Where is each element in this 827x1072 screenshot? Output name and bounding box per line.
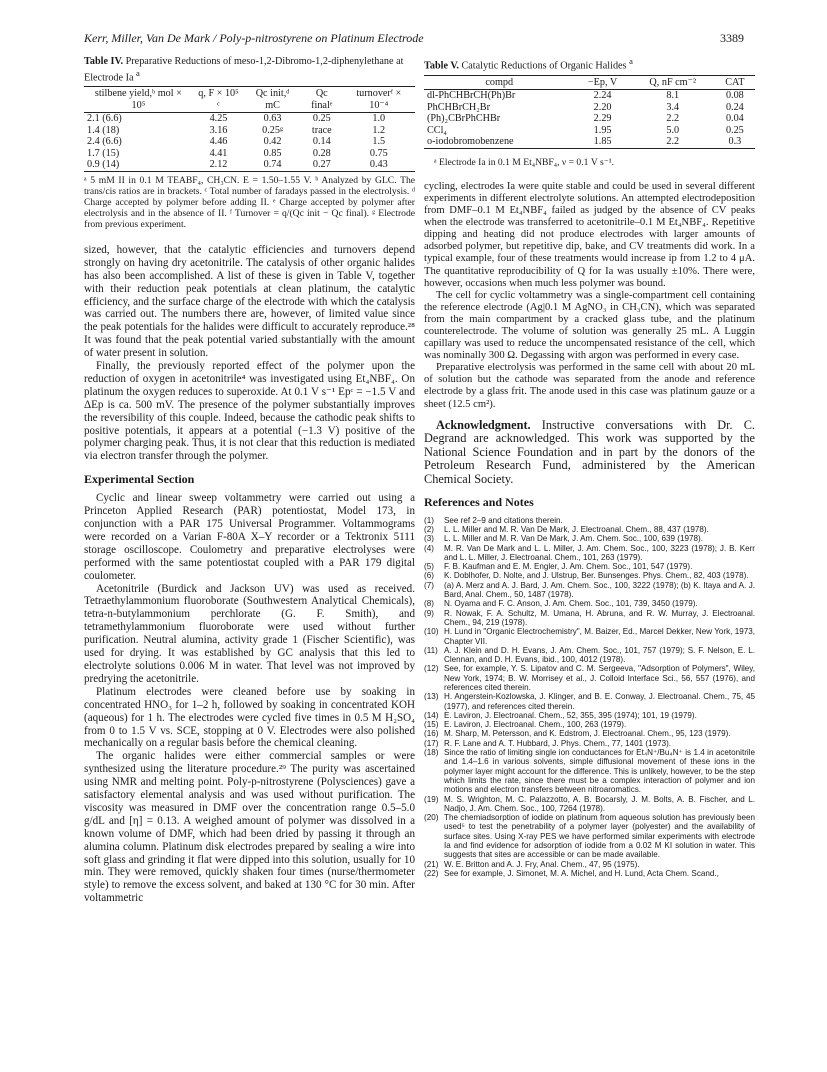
ref-text: K. Doblhofer, D. Nolte, and J. Ulstrup, Ber. Bunsenges. Phys. Chem., 82, 403 (1978). [444, 571, 749, 581]
table4-cell: 4.25 [209, 113, 228, 125]
paragraph: sized, however, that the catalytic efficiencies and turnovers depend strongly on having dry acetonitrile. The catalysis of other organic halides has also been accomplished. A list of these is given in Table V, together with their reduction peak potentials at clean platinum, the catalytic efficiency, and the surface charge of the electrode with which the catalysis was carried out. The numbers there are, however, of limited value since the peak potentials for the halides were difficult to accurately reproduce.²⁸ It was found that the peak potential varied substantially with the amount of water present in solution. [84, 243, 415, 360]
ref-number: (22) [424, 868, 439, 878]
table5-cell: 1.95 [593, 124, 612, 136]
ref-number: (2) [424, 524, 434, 534]
table5-caption [424, 56, 755, 72]
ref-number: (6) [424, 571, 434, 581]
ref-number: (14) [424, 710, 439, 720]
table4-cell: 1.0 [372, 113, 386, 125]
table4-header: Qc init,ᵈ mC [244, 87, 301, 113]
paragraph: Acetonitrile (Burdick and Jackson UV) was used as received. Tetraethylammonium fluoroborate (Southwestern Analytical Chemicals), tetra-n-butylammonium perchlorate (G. F. Smith), and tetramethylammonium fluoroborate were used without further purification. Neutral alumina, activity grade 1 (Fischer Scientific), was used for drying. It was established by GC analysis that this led to electrolyte solutions 0.006 M in water. That level was not improved by predrying the acetonitrile. [84, 582, 415, 685]
table4 [84, 86, 415, 172]
left-body-text [84, 244, 415, 905]
ref-text: M. Sharp, M. Petersson, and K. Edstrom, J. Electroanal. Chem., 95, 123 (1979). [444, 729, 731, 739]
table5-cell: 5.0 [666, 124, 680, 136]
table4-cell: 1.7 (15) [87, 147, 120, 159]
list-item [424, 646, 755, 665]
ref-number: (9) [424, 608, 434, 618]
list-item [424, 581, 755, 600]
table4-header: stilbene yield,ᵇ mol × 10⁵ [84, 87, 193, 113]
ref-text: Since the ratio of limiting single ion conductances for Et₄N⁺/Bu₄N⁺ is 1.4 in acetonitrile and 1.4–1.6 in various solvents, simple diffusional movement of these ions in the polymer layer might account for the difference. This is unlikely, however, to be the step which limits the rate, since there must be a complex interaction of polymer and ion motions and electron transfers between nitroaromatics. [444, 748, 755, 795]
list-item [424, 609, 755, 628]
ref-number: (16) [424, 729, 439, 739]
list-item [424, 860, 755, 869]
table5-cell: 2.24 [593, 90, 612, 102]
table5-title: Catalytic Reductions of Organic Halides [461, 60, 627, 72]
table4-cell: 2.1 (6.6) [87, 113, 122, 125]
references-list [424, 516, 755, 879]
running-head [84, 31, 744, 46]
table-row [84, 136, 415, 148]
ref-number: (19) [424, 794, 439, 804]
right-column [424, 56, 755, 878]
paragraph: cycling, electrodes Ia were quite stable and could be used in several different experiments in different electrolyte solutions. An attempted electrodeposition from DMF–0.1 M Et₄NBF₄ failed as judged by the absence of CV peaks when the electrode was transferred to acetonitrile–0.1 M Et₄NBF₄. Repetitive dipping and heating did not produce electrodes with larger amounts of adsorbed polymer, but repetitive dip, bake, and CV treatments did work. In a typical example, four of these treatments would increase ip from 1.2 to 4 μA. The quantitative reproducibility of Q for Ia was usually ±10%. There were, however, occasions when much less polymer was bound. [424, 180, 755, 289]
ref-text: (a) A. Merz and A. J. Bard, J. Am. Chem. Soc., 100, 3222 (1978); (b) K. Itaya and A. J. Bard, Anal. Chem., 50, 1487 (1978). [444, 580, 755, 600]
acknowledgment [424, 419, 755, 487]
list-item [424, 748, 755, 794]
ref-number: (13) [424, 692, 439, 702]
table5-header: CAT [715, 75, 755, 90]
acknowledgment-text: Instructive conversations with Dr. C. Degrand are acknowledged. This work was supported by the National Science Foundation and in part by the donors of the Petroleum Research Fund, administered by the American Chemical Society. [424, 417, 755, 487]
table4-header: q, F × 10⁵ ᶜ [193, 87, 244, 113]
table5-cell: 0.25 [725, 124, 744, 136]
table-row [424, 90, 755, 102]
list-item [424, 795, 755, 814]
list-item [424, 729, 755, 738]
ref-text: L. L. Miller and M. R. Van De Mark, J. Electroanal. Chem., 88, 437 (1978). [444, 524, 709, 534]
ref-number: (18) [424, 748, 439, 758]
table5-cell: 0.3 [715, 136, 755, 148]
ref-text: N. Oyama and F. C. Anson, J. Am. Chem. Soc., 101, 739, 3450 (1979). [444, 599, 698, 609]
list-item [424, 544, 755, 563]
ref-number: (10) [424, 627, 439, 637]
table4-cell: trace [311, 124, 332, 136]
table5-cell: 0.04 [725, 113, 744, 125]
ref-text: R. F. Lane and A. T. Hubbard, J. Phys. Chem., 77, 1401 (1973). [444, 738, 672, 748]
list-item [424, 599, 755, 608]
ref-number: (12) [424, 664, 439, 674]
ref-text: L. L. Miller and M. R. Van De Mark, J. Am. Chem. Soc., 100, 639 (1978). [444, 534, 703, 544]
table-row [424, 113, 755, 125]
table4-cell: 0.43 [343, 159, 415, 171]
right-body-text [424, 181, 755, 411]
ref-number: (7) [424, 580, 434, 590]
ref-number: (8) [424, 599, 434, 609]
list-item [424, 739, 755, 748]
table4-cell: 0.9 (14) [84, 159, 193, 171]
table-row [84, 125, 415, 137]
ref-text: H. Lund in "Organic Electrochemistry", M. Baizer, Ed., Marcel Dekker, New York, 1973, Chapter VII. [444, 627, 755, 646]
table5-cell: 2.2 [631, 136, 715, 148]
paragraph: Platinum electrodes were cleaned before use by soaking in concentrated HNO₃ for 1–2 h, followed by soaking in concentrated KOH (aqueous) for 1 h. The electrodes were cycled five times in 0.5 M H₂SO₄ from 0 to 1.5 V vs. SCE, stopping at 0 V. Electrodes were also polished mechanically on a regular basis before the chemical cleaning. [84, 685, 415, 750]
table5-cell: dl-PhCHBrCH(Ph)Br [427, 90, 516, 102]
ref-number: (11) [424, 645, 438, 655]
table4-cell: 0.75 [369, 147, 388, 159]
ref-number: (1) [424, 515, 434, 525]
table4-cell: 0.14 [312, 136, 331, 148]
list-item [424, 571, 755, 580]
ref-text: E. Laviron, J. Electroanal. Chem., 100, 263 (1979). [444, 720, 627, 730]
table5-cell: 1.85 [574, 136, 630, 148]
ref-number: (17) [424, 738, 439, 748]
table4-header: turnoverᶠ × 10⁻⁴ [343, 87, 415, 113]
table5-cell: 0.24 [725, 101, 744, 113]
paragraph: Preparative electrolysis was performed in the same cell with about 20 mL of solution but the cathode was separated from the anode and reference electrode by a glass frit. The anode used in this case was platinum gauze or a sheet (12.5 cm²). [424, 362, 755, 410]
table-row [84, 113, 415, 125]
table-row [424, 136, 755, 148]
table5-cell: PhCHBrCH₂Br [427, 101, 490, 113]
ref-text: See, for example, Y. S. Lipatov and C. M. Sergeeva, "Adsorption of Polymers", Wiley, New York, 1974; B. W. Morrisey et al., J. Colloid Interface Sci., 56, 557 (1976), and references cited therein. [444, 664, 755, 692]
ref-number: (5) [424, 562, 434, 572]
table5-header: −Ep, V [574, 75, 630, 90]
list-item [424, 813, 755, 859]
page-number: 3389 [720, 31, 744, 45]
table4-cell: 0.25 [312, 113, 331, 125]
table4-cell: 1.2 [372, 124, 386, 136]
table4-caption-sup: a [136, 67, 140, 78]
table4-footnote: ᵃ 5 mM II in 0.1 M TEABF₄, CH₃CN. E = 1.50–1.55 V. ᵇ Analyzed by GLC. The trans/cis ratios are in brackets. ᶜ Total number of faradays passed in the electrolysis. ᵈ Charge accepted by polymer before adding II. ᵉ Charge accepted by polymer after electrolysis and in the absence of II. ᶠ Turnover = q/(Qc init − Qc final). ᵍ Electrode from previous experiment. [84, 174, 415, 230]
list-item [424, 627, 755, 646]
paragraph: The organic halides were either commercial samples or were synthesized using the literature procedure.²⁹ The purity was ascertained using NMR and melting point. Poly-p-nitrostyrene (Polysciences) gave a satisfactory elemental analysis and was used without purification. The viscosity was measured in DMF over the concentration range 0.5–5.0 g/dL and [η] = 0.13. A weighed amount of polymer was dissolved in a known volume of DMF, which had been dried by passing it through an alumina column. Platinum disk electrodes prepared by sealing a wire into soft glass and grinding it flat were dipped into this solution, usually for 10 min. They were removed, quickly shaken four times (nurse/thermometer style) to remove the excess solvent, and baked at 130 °C for 30 min. After voltammetric [84, 750, 415, 905]
table5-cell: 0.08 [725, 90, 744, 102]
table5-cell: CCl₄ [427, 124, 447, 136]
paragraph: Cyclic and linear sweep voltammetry were carried out using a Princeton Applied Research (PAR) potentiostat, Model 173, in conjunction with a PAR 175 Universal Programmer. Voltammograms were recorded on a Varian F-80A X–Y recorder or a Tektronix 5111 storage oscilloscope. Coulometry and preparative electrolyses were performed with the same potentiostat coupled with a PAR 179 digital coulometer. [84, 492, 415, 582]
table5-header: Q, nF cm⁻² [631, 75, 715, 90]
ref-number: (20) [424, 813, 439, 823]
list-item [424, 534, 755, 543]
references-heading: References and Notes [424, 494, 534, 509]
table-row [84, 159, 415, 171]
ref-text: A. J. Klein and D. H. Evans, J. Am. Chem. Soc., 101, 757 (1979); S. F. Nelson, E. L. Clennan, and D. H. Evans, ibid., 100, 4012 (1978). [444, 645, 755, 665]
list-item [424, 720, 755, 729]
table4-cell: 1.5 [372, 136, 386, 148]
table-row [424, 102, 755, 114]
acknowledgment-label: Acknowledgment. [436, 417, 531, 432]
table5 [424, 75, 755, 149]
experimental-heading: Experimental Section [84, 472, 195, 487]
table5-header: compd [424, 75, 574, 90]
ref-number: (3) [424, 534, 434, 544]
table5-cell: (Ph)₂CBrPhCHBr [427, 113, 501, 125]
running-title: Kerr, Miller, Van De Mark / Poly-p-nitrostyrene on Platinum Electrode [84, 31, 424, 45]
table4-cell: 3.16 [209, 124, 228, 136]
table4-cell: 2.4 (6.6) [87, 136, 122, 148]
ref-text: The chemiadsorption of iodide on platinum from aqueous solution has previously been used⁵ to test the penetrability of a polymer layer (polyester) and the availability of surface sites. Using X-ray PES we have performed similar experiments with electrode Ia and find evidence for adsorption of iodide from a 0.02 M KI solution in water. This suggests that sites are accessible or can be made available. [444, 813, 755, 860]
ref-text: See ref 2–9 and citations therein. [444, 515, 563, 525]
table4-label: Table IV. [84, 56, 124, 67]
table5-cell: 8.1 [666, 90, 680, 102]
table4-cell: 0.42 [263, 136, 282, 148]
table4-cell: 4.41 [209, 147, 228, 159]
ref-text: H. Angerstein-Kozlowska, J. Klinger, and B. E. Conway, J. Electroanal. Chem., 75, 45 (1977), and references cited therein. [444, 692, 755, 711]
table4-cell: 1.4 (18) [87, 124, 120, 136]
table4-title: Preparative Reductions of meso-1,2-Dibromo-1,2-diphenylethane at Electrode Ia [84, 56, 404, 83]
left-column [84, 56, 415, 905]
table5-cell: 2.29 [593, 113, 612, 125]
list-item [424, 711, 755, 720]
table5-footnote: ᵃ Electrode Ia in 0.1 M Et₄NBF₄, ν = 0.1 V s⁻¹. [434, 156, 615, 168]
table4-cell: 0.27 [301, 159, 343, 171]
ref-text: See for example, J. Simonet, M. A. Michel, and H. Lund, Acta Chem. Scand., [444, 868, 719, 878]
table5-caption-sup: a [629, 56, 633, 66]
table5-cell: 2.2 [666, 113, 680, 125]
ref-number: (4) [424, 543, 434, 553]
ref-text: E. Laviron, J. Electroanal. Chem., 52, 355, 395 (1974); 101, 19 (1979). [444, 710, 697, 720]
ref-number: (15) [424, 720, 439, 730]
table4-cell: 0.25ᵍ [262, 124, 284, 136]
table4-header: Qc finalᵉ [301, 87, 343, 113]
table4-cell: 0.74 [244, 159, 301, 171]
ref-text: M. S. Wrighton, M. C. Palazzotto, A. B. Bocarsly, J. M. Bolts, A. B. Fischer, and L. Nadjo, J. Am. Chem. Soc., 100, 7264 (1978). [444, 794, 755, 813]
table4-cell: 0.28 [312, 147, 331, 159]
paragraph: The cell for cyclic voltammetry was a single-compartment cell containing the reference electrode (Ag|0.1 M AgNO₃ in CH₃CN), which was separated from the main compartment by a cracked glass tube, and the platinum counterelectrode. The volume of solution was generally 25 mL. A Luggin capillary was used to reduce the uncompensated resistance of the cell, which was nominally 300 Ω. Degassing with argon was performed in every case. [424, 289, 755, 362]
table-row [424, 125, 755, 137]
table5-cell: 2.20 [593, 101, 612, 113]
ref-number: (21) [424, 859, 439, 869]
table4-cell: 4.46 [209, 136, 228, 148]
list-item [424, 516, 755, 525]
table5-label: Table V. [424, 60, 459, 72]
table4-cell: 0.85 [263, 147, 282, 159]
list-item [424, 664, 755, 692]
table5-cell: o-iodobromobenzene [424, 136, 574, 148]
list-item [424, 562, 755, 571]
list-item [424, 525, 755, 534]
list-item [424, 869, 755, 878]
table-row [84, 148, 415, 160]
ref-text: R. Nowak, F. A. Schultz, M. Umana, H. Abruna, and R. W. Murray, J. Electroanal. Chem., 94, 219 (1978). [444, 608, 755, 627]
table4-cell: 2.12 [193, 159, 244, 171]
table4-caption [84, 56, 415, 83]
list-item [424, 692, 755, 711]
table4-cell: 0.63 [263, 113, 282, 125]
table5-cell: 3.4 [666, 101, 680, 113]
ref-text: W. E. Britton and A. J. Fry, Anal. Chem., 47, 95 (1975). [444, 859, 640, 869]
ref-text: F. B. Kaufman and E. M. Engler, J. Am. Chem. Soc., 101, 547 (1979). [444, 562, 693, 572]
ref-text: M. R. Van De Mark and L. L. Miller, J. Am. Chem. Soc., 100, 3223 (1978); J. B. Kerr and L. L. Miller, J. Electroanal. Chem., 101, 263 (1979). [444, 543, 755, 562]
paragraph: Finally, the previously reported effect of the polymer upon the reduction of oxygen in acetonitrile⁴ was investigated using Et₄NBF₄. On platinum the oxygen reduces to superoxide. At 0.1 V s⁻¹ Epᶜ = −1.5 V and ΔEp is ca. 500 mV. The presence of the polymer substantially improves the reversibility of this couple. Indeed, because the cathodic peak shifts to positive potentials, it appears at a potential (−1.3 V) positive of the polymer charging peak. Thus, it is not clear that this reduction is mediated via electron transfer through the polymer. [84, 360, 415, 463]
